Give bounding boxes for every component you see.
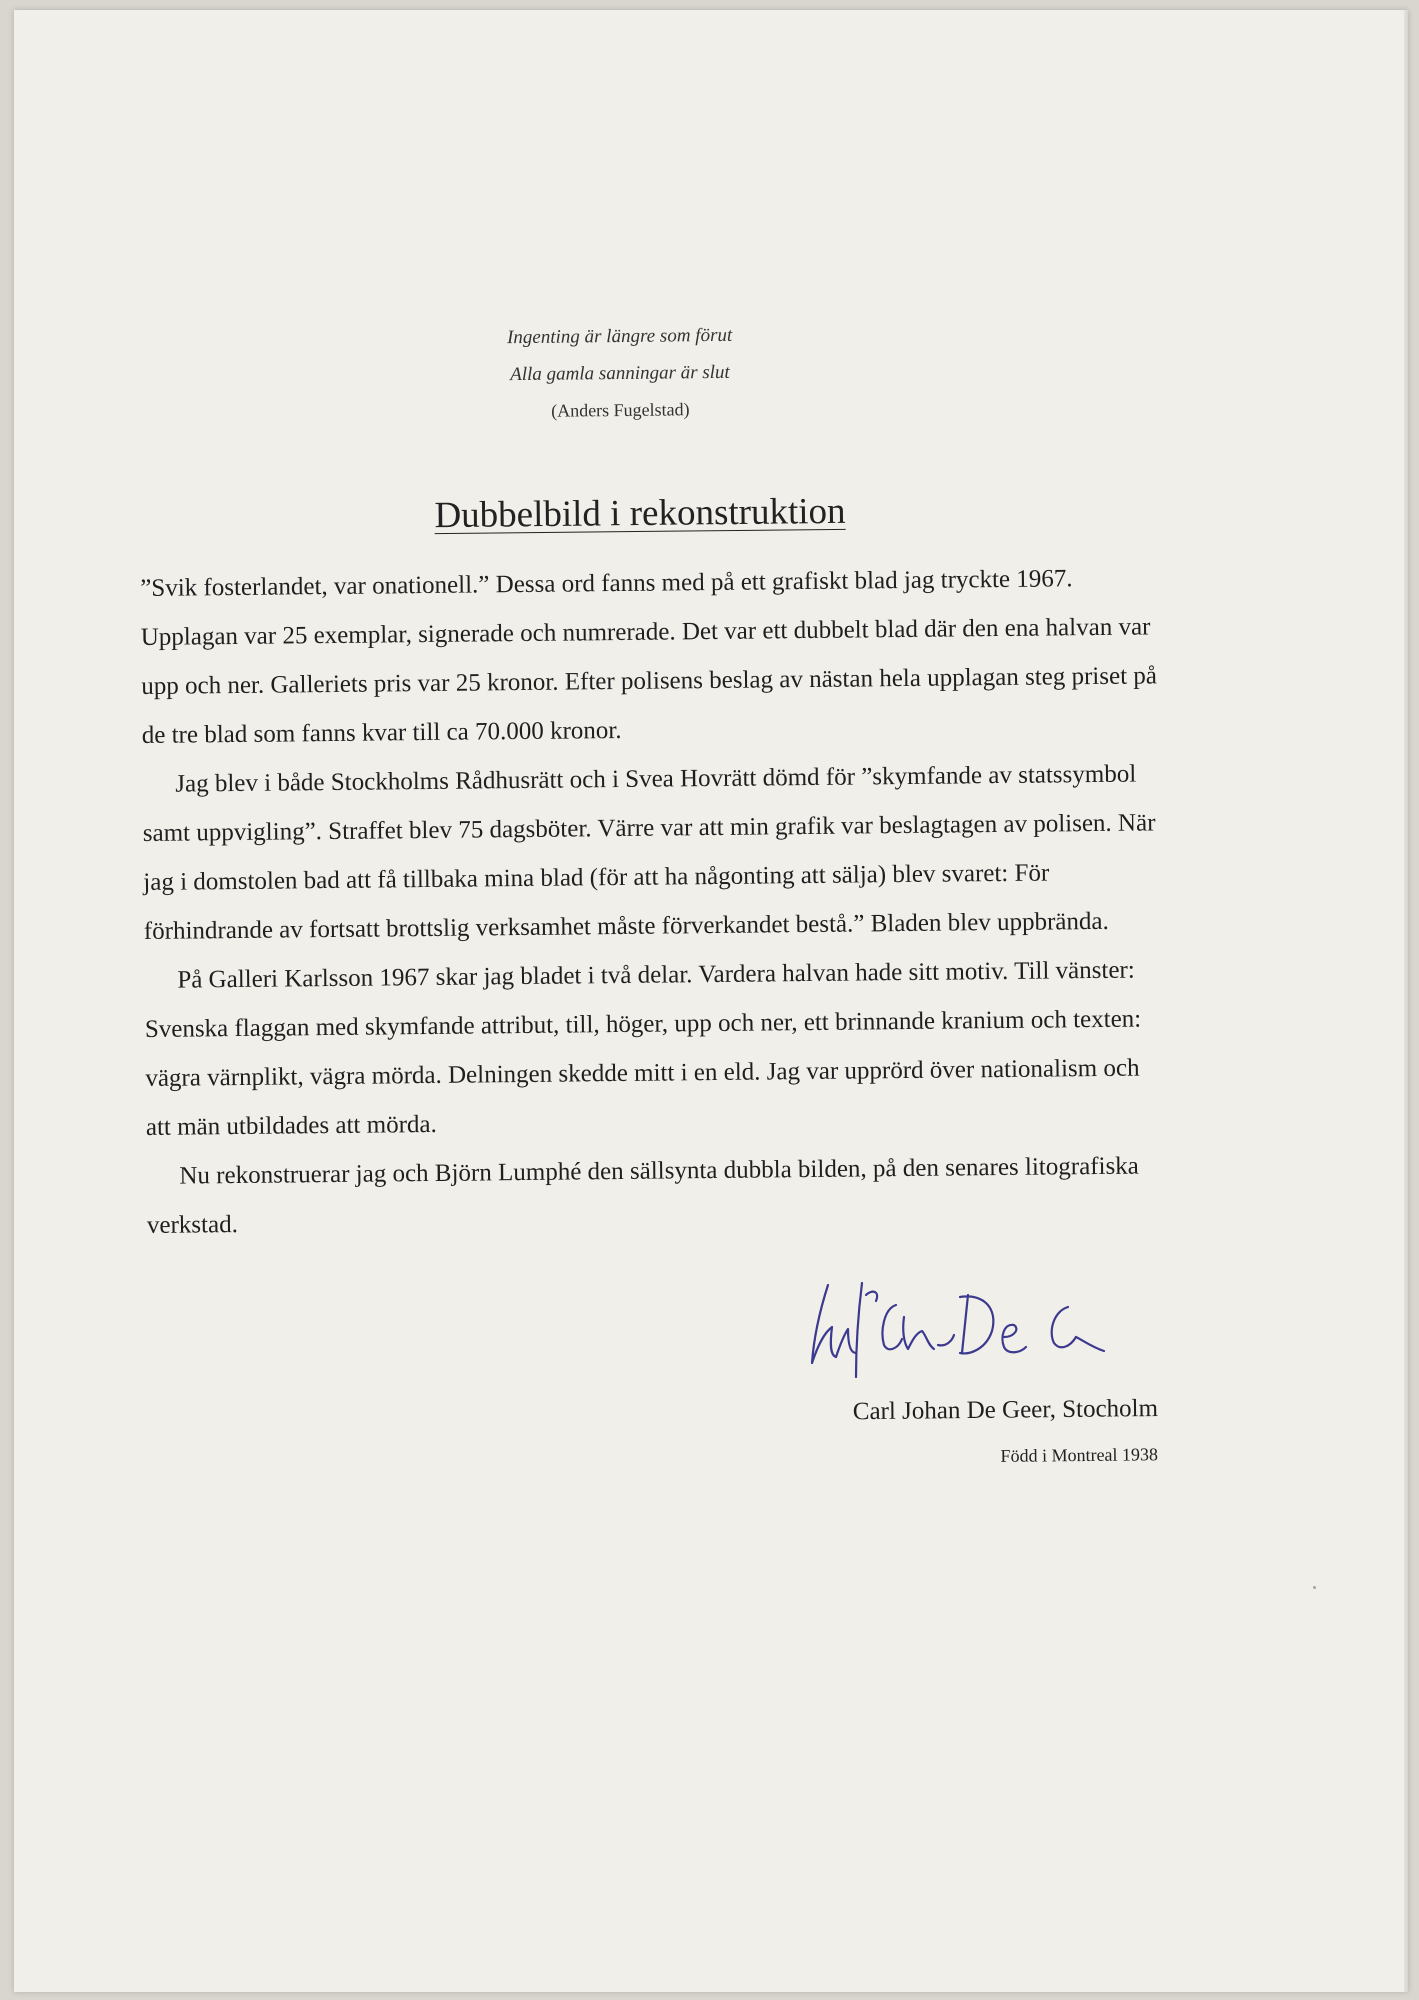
document-title: Dubbelbild i rekonstruktion — [434, 490, 846, 537]
epigraph-line-1: Ingenting är längre som förut — [506, 324, 733, 349]
signatory-birth: Född i Montreal 1938 — [1000, 1444, 1159, 1466]
paper-speck — [1313, 1586, 1316, 1589]
paragraph-4: Nu rekonstruerar jag och Björn Lumphé den sällsynta dubbla bilden, på den senares litografiska verkstad. — [146, 1152, 1139, 1239]
paragraph-1: ”Svik fosterlandet, var onationell.” Dessa ord fanns med på ett grafiskt blad jag tryckte 1967. Upplagan var 25 exemplar, signerade och numrerade. Det var ett dubbelt blad där den ena halvan var upp och ner. Galleriets pris var 25 kronor. Efter polisens beslag av nästan hela upplagan steg priset på de tre blad som fanns kvar till ca 70.000 kronor. — [140, 565, 1158, 749]
signatory-name: Carl Johan De Geer, Stocholm — [852, 1395, 1159, 1426]
epigraph — [379, 315, 860, 431]
sheet-edge — [1404, 10, 1408, 1992]
handwritten-signature — [800, 1275, 1140, 1385]
document-title-block — [370, 489, 910, 538]
epigraph-line-2: Alla gamla sanningar är slut — [510, 361, 730, 386]
paragraph-2: Jag blev i både Stockholms Rådhusrätt och i Svea Hovrätt dömd för ”skymfande av statssymbol samt uppvigling”. Straffet blev 75 dagsböter. Värre var att min grafik var beslagtagen av polisen. När jag i domstolen bad att få tillbaka mina blad (för att ha någonting att sälja) blev svaret: För förhindrande av fortsatt brottslig verksamhet måste förverkandet bestå.” Bladen blev uppbrända. — [142, 760, 1156, 945]
paragraph-3: På Galleri Karlsson 1967 skar jag bladet i två delar. Vardera halvan hade sitt motiv. Till vänster: Svenska flaggan med skymfande attribut, till, höger, upp och ner, ett brinnande kranium och texten: vägra värnplikt, vägra mörda. Delningen skedde mitt i en eld. Jag var upprörd över nationalism och att män utbildades att mörda. — [144, 956, 1142, 1141]
epigraph-author: (Anders Fugelstad) — [551, 399, 690, 421]
body-text — [140, 553, 1167, 1250]
